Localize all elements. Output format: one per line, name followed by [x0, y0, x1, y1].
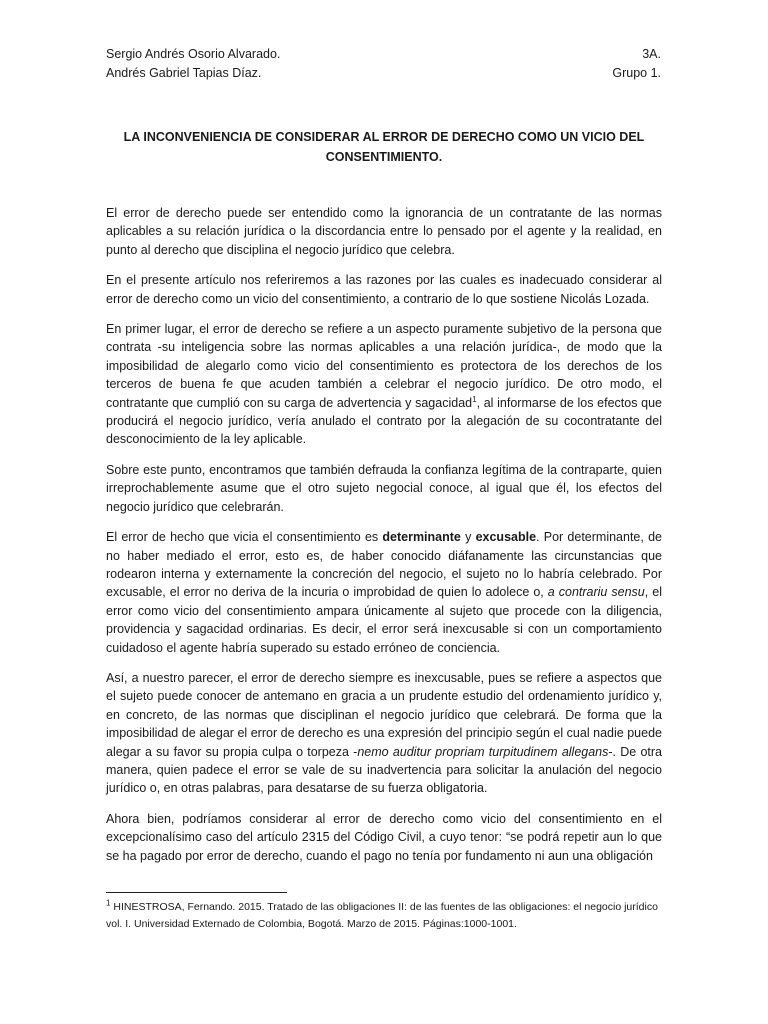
group-label: Grupo 1. [612, 66, 661, 80]
paragraph-3 [106, 320, 662, 449]
paragraph-6-text-b: -. De otra manera, quien padece el error se vale de su inadvertencia para solicitar la anulación del negocio jurídico o, en otras palabras, para desatarse de su fuerza obligatoria. [106, 744, 662, 796]
footnote-reference: 1 [472, 394, 477, 404]
paragraph-5 [106, 528, 662, 657]
paragraph-3-text-a: En primer lugar, el error de derecho se refiere a un aspecto puramente subjetivo de la persona que contrata -su inteligencia sobre las normas aplicables a una relación jurídica-, de modo que la imposibilidad de alegarlo como vicio del consentimiento es protectora de los derechos de los terceros de buena fe que acuden también a celebrar el negocio jurídico. De otro modo, el contratante que cumplió con su carga de advertencia y sagacidad [106, 322, 662, 410]
document-title: LA INCONVENIENCIA DE CONSIDERAR AL ERROR DE DERECHO COMO UN VICIO DEL CONSENTIMIENTO. [123, 130, 645, 164]
footnote-separator [106, 892, 287, 893]
page-header [106, 45, 661, 83]
latin-phrase-contrariu-sensu: a contrariu sensu [547, 585, 645, 600]
paragraph-1: El error de derecho puede ser entendido como la ignorancia de un contratante de las normas aplicables a su relación jurídica o la discordancia entre lo pensado por el agente y la realidad, en punto al derecho que disciplina el negocio jurídico que celebra. [106, 206, 662, 257]
paragraph-4: Sobre este punto, encontramos que también defrauda la confianza legítima de la contraparte, quien irreprochablemente asume que el otro sujeto negocial conoce, al igual que él, los efectos del negocio jurídico que celebrarán. [106, 462, 662, 514]
latin-phrase-nemo-auditur: nemo auditur propriam turpitudinem allegans [357, 744, 609, 759]
term-excusable: excusable [475, 530, 537, 545]
paragraph-7: Ahora bien, podríamos considerar al error de derecho como vicio del consentimiento en el excepcionalísimo caso del artículo 2315 del Código Civil, a cuyo tenor: “se podrá repetir aun lo que se ha pagado por error de derecho, cuando el pago no tenía por fundamento ni aun una obligación [106, 811, 662, 863]
footnote-text: HINESTROSA, Fernando. 2015. Tratado de las obligaciones II: de las fuentes de las obligaciones: el negocio jurídico vol. I. Universidad Externado de Colombia, Bogotá. Marzo de 2015. Páginas:1000-1001. [106, 901, 658, 930]
footnote-mark: 1 [106, 898, 111, 908]
section-label: 3A. [642, 47, 661, 61]
paragraph-6-text-a: Así, a nuestro parecer, el error de derecho siempre es inexcusable, pues se refiere a aspectos que el sujeto puede conocer de antemano en gracia a un prudente estudio del ordenamiento jurídico y, en concreto, de las normas que disciplinan el negocio jurídico que celebrará. De forma que la imposibilidad de alegar el error de derecho es una expresión del principio según el cual nadie puede alegar a su favor su propia culpa o torpeza - [106, 670, 662, 759]
author-2: Andrés Gabriel Tapias Díaz. [106, 66, 262, 80]
paragraph-5-text-a: El error de hecho que vicia el consentimiento es [106, 530, 383, 545]
document-body [106, 204, 662, 877]
paragraph-3-text-b: , al informarse de los efectos que producirá el negocio jurídico, vería anulado el contrato por la alegación de su cocontratante del desconocimiento de la ley aplicable. [106, 395, 663, 447]
author-1: Sergio Andrés Osorio Alvarado. [106, 47, 281, 61]
paragraph-5-text-c: y [460, 530, 476, 545]
paragraph-5-text-d: . Por determinante, de no haber mediado el error, esto es, de haber conocido diáfanamente las circunstancias que rodearon interna y externamente la concreción del negocio, el sujeto no lo habría celebrado. Por excusable, el error no deriva de la incuria o improbidad de quien lo adolece o, [106, 530, 662, 600]
paragraph-2: En el presente artículo nos referiremos a las razones por las cuales es inadecuado considerar al error de derecho como un vicio del consentimiento, a contrario de lo que sostiene Nicolás Lozada. [106, 273, 662, 306]
term-determinante: determinante [382, 530, 461, 545]
footnote [106, 899, 662, 933]
paragraph-6 [106, 669, 662, 798]
paragraph-5-text-e: , el error como vicio del consentimiento ampara únicamente al sujeto que procede con la diligencia, providencia y sagacidad ordinarias. Es decir, el error será inexcusable si con un comportamiento cuidadoso el agente habría superado su estado erróneo de conciencia. [106, 585, 662, 655]
